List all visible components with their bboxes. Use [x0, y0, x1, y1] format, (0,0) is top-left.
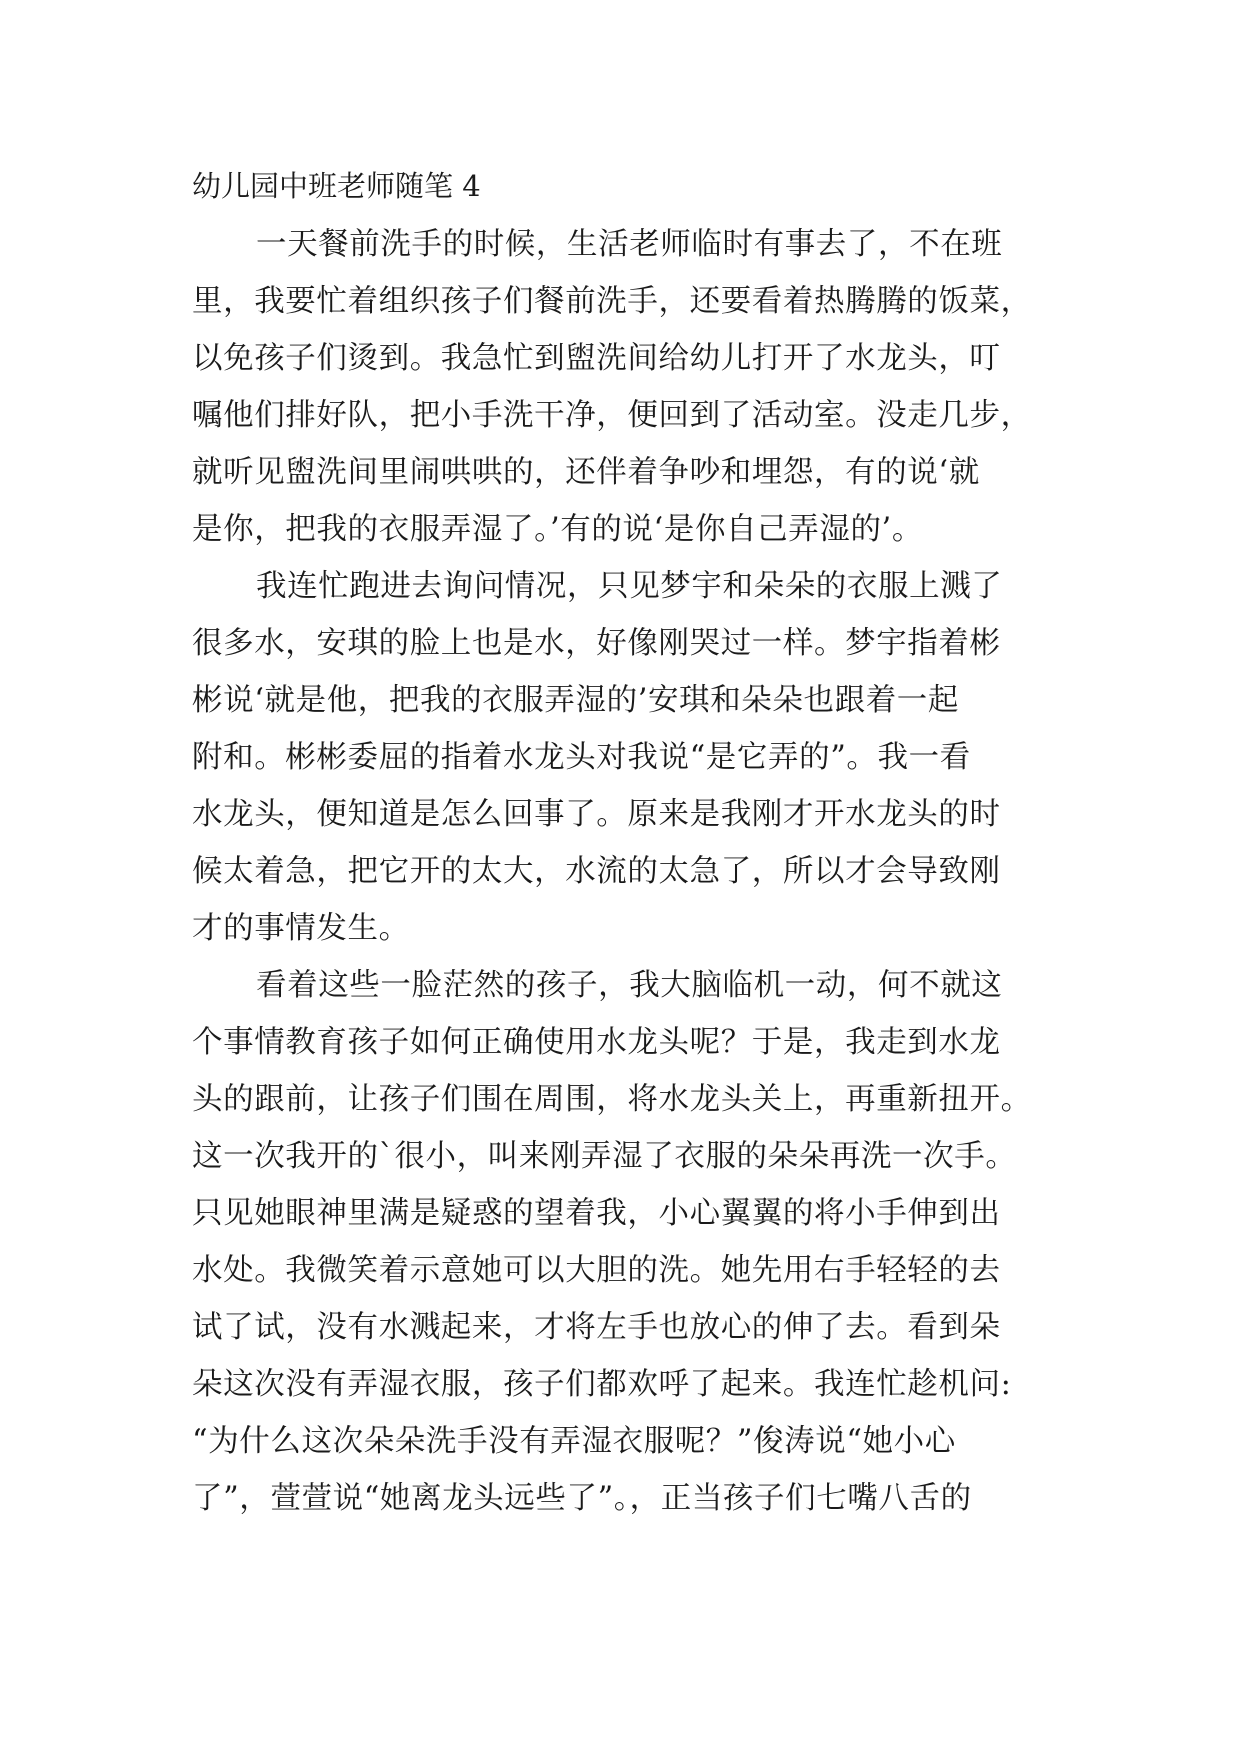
paragraph-3-line-1: 看着这些一脸茫然的孩子，我大脑临机一动，何不就这 [256, 968, 1003, 1003]
paragraph-2-line-3: 彬说‘就是他，把我的衣服弄湿的’安琪和朵朵也跟着一起 [192, 683, 959, 718]
paragraph-3-line-7: 试了试，没有水溅起来，才将左手也放心的伸了去。看到朵 [192, 1310, 1001, 1345]
paragraph-2-line-6: 候太着急，把它开的太大，水流的太急了，所以才会导致刚 [192, 854, 1001, 889]
paragraph-1-line-3: 以免孩子们烫到。我急忙到盥洗间给幼儿打开了水龙头，叮 [192, 341, 1001, 376]
paragraph-2-line-2: 很多水，安琪的脸上也是水，好像刚哭过一样。梦宇指着彬 [192, 626, 1001, 661]
paragraph-2-line-5: 水龙头，便知道是怎么回事了。原来是我刚才开水龙头的时 [192, 797, 1001, 832]
paragraph-3-line-8: 朵这次没有弄湿衣服，孩子们都欢呼了起来。我连忙趁机问: [192, 1367, 1012, 1402]
paragraph-2-line-1: 我连忙跑进去询问情况，只见梦宇和朵朵的衣服上溅了 [256, 569, 1003, 604]
paragraph-3-line-5: 只见她眼神里满是疑惑的望着我，小心翼翼的将小手伸到出 [192, 1196, 1001, 1231]
paragraph-1-line-4: 嘱他们排好队，把小手洗干净，便回到了活动室。没走几步， [192, 398, 1032, 433]
paragraph-1-line-6: 是你，把我的衣服弄湿了。’有的说‘是你自己弄湿的’。 [192, 512, 923, 547]
paragraph-2-line-4: 附和。彬彬委屈的指着水龙头对我说“是它弄的”。我一看 [192, 740, 971, 775]
paragraph-3-line-2: 个事情教育孩子如何正确使用水龙头呢？于是，我走到水龙 [192, 1025, 1001, 1060]
document-title: 幼儿园中班老师随笔 4 [192, 169, 481, 203]
paragraph-3-line-3: 头的跟前，让孩子们围在周围，将水龙头关上，再重新扭开。 [192, 1082, 1032, 1117]
paragraph-1-line-2: 里，我要忙着组织孩子们餐前洗手，还要看着热腾腾的饭菜， [192, 284, 1032, 319]
paragraph-3-line-4: 这一次我开的`很小，叫来刚弄湿了衣服的朵朵再洗一次手。 [192, 1139, 1017, 1174]
paragraph-3-line-10: 了”，萱萱说“她离龙头远些了”。，正当孩子们七嘴八舌的 [192, 1481, 972, 1516]
paragraph-2-line-7: 才的事情发生。 [192, 911, 410, 946]
paragraph-1-line-1: 一天餐前洗手的时候，生活老师临时有事去了，不在班 [256, 227, 1003, 262]
paragraph-3-line-6: 水处。我微笑着示意她可以大胆的洗。她先用右手轻轻的去 [192, 1253, 1001, 1288]
paragraph-1-line-5: 就听见盥洗间里闹哄哄的，还伴着争吵和埋怨，有的说‘就 [192, 455, 980, 490]
paragraph-3-line-9: “为什么这次朵朵洗手没有弄湿衣服呢？”俊涛说“她小心 [192, 1424, 956, 1459]
